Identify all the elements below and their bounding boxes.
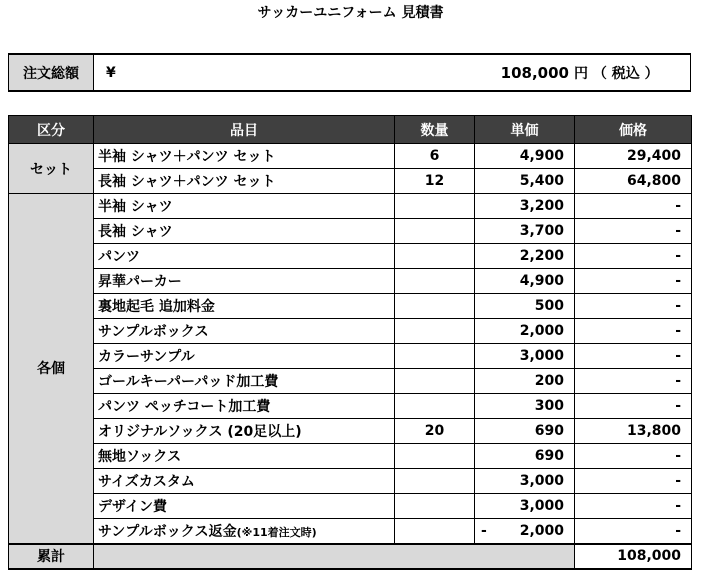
item-cell: カラーサンプル [94, 344, 395, 369]
item-cell: パンツ [94, 244, 395, 269]
price-cell: - [575, 494, 692, 519]
order-total-value: 108,000 [500, 63, 569, 82]
refund-unit-value: 2,000 [519, 522, 564, 539]
table-row [9, 219, 692, 244]
price-cell: - [575, 369, 692, 394]
sum-label: 累計 [9, 544, 94, 569]
table-row [9, 394, 692, 419]
item-cell: 昇華パーカー [94, 269, 395, 294]
price-cell: - [575, 444, 692, 469]
table-row [9, 519, 692, 544]
table-row [9, 369, 692, 394]
price-cell: - [575, 269, 692, 294]
item-cell: デザイン費 [94, 494, 395, 519]
table-row [9, 169, 692, 194]
unit-price-cell: 200 [475, 369, 575, 394]
header-quantity: 数量 [395, 116, 475, 144]
quantity-cell [395, 319, 475, 344]
table-row [9, 344, 692, 369]
unit-price-cell: 4,900 [475, 269, 575, 294]
quantity-cell [395, 369, 475, 394]
table-row [9, 469, 692, 494]
unit-price-cell: 3,200 [475, 194, 575, 219]
table-header-row [9, 116, 692, 144]
price-cell: - [575, 319, 692, 344]
price-cell: - [575, 294, 692, 319]
unit-price-cell: 3,000 [475, 494, 575, 519]
unit-price-cell: 3,000 [475, 469, 575, 494]
table-row [9, 419, 692, 444]
quantity-cell [395, 194, 475, 219]
quantity-cell [395, 269, 475, 294]
item-cell [94, 519, 395, 544]
unit-price-cell: 690 [475, 419, 575, 444]
item-cell: サイズカスタム [94, 469, 395, 494]
price-cell: - [575, 244, 692, 269]
quantity-cell: 12 [395, 169, 475, 194]
group-label-set: セット [9, 144, 94, 194]
order-total-unit: 円 （ 税込 ） [574, 65, 659, 82]
sum-row [9, 544, 692, 569]
item-cell: ゴールキーパーパッド加工費 [94, 369, 395, 394]
table-row [9, 444, 692, 469]
refund-item-label: サンプルボックス返金 [98, 523, 237, 540]
price-cell: - [575, 469, 692, 494]
currency-symbol: ¥ [106, 64, 116, 81]
quantity-cell [395, 469, 475, 494]
price-cell: - [575, 194, 692, 219]
item-cell: サンプルボックス [94, 319, 395, 344]
header-unit-price: 単価 [475, 116, 575, 144]
unit-price-cell: 2,200 [475, 244, 575, 269]
table-row [9, 494, 692, 519]
table-row [9, 269, 692, 294]
estimate-table [8, 115, 692, 570]
order-total-label: 注文総額 [9, 55, 94, 90]
table-row [9, 319, 692, 344]
item-cell: 長袖 シャツ＋パンツ セット [94, 169, 395, 194]
price-cell: - [575, 344, 692, 369]
unit-price-cell: 300 [475, 394, 575, 419]
unit-price-cell: 500 [475, 294, 575, 319]
price-cell: 29,400 [575, 144, 692, 169]
group-label-individual: 各個 [9, 194, 94, 544]
item-cell: パンツ ペッチコート加工費 [94, 394, 395, 419]
quantity-cell: 20 [395, 419, 475, 444]
unit-price-cell: 2,000 [475, 319, 575, 344]
price-cell: - [575, 394, 692, 419]
sum-spacer [94, 544, 575, 569]
quantity-cell [395, 294, 475, 319]
sum-value: 108,000 [575, 544, 692, 569]
table-row [9, 194, 692, 219]
price-cell: 64,800 [575, 169, 692, 194]
unit-price-cell: 3,000 [475, 344, 575, 369]
quantity-cell [395, 244, 475, 269]
price-cell: 13,800 [575, 419, 692, 444]
quantity-cell [395, 344, 475, 369]
unit-price-cell: 5,400 [475, 169, 575, 194]
header-item: 品目 [94, 116, 395, 144]
unit-price-cell [475, 519, 575, 544]
quantity-cell [395, 494, 475, 519]
quantity-cell [395, 444, 475, 469]
table-row [9, 294, 692, 319]
quantity-cell [395, 394, 475, 419]
quantity-cell [395, 219, 475, 244]
negative-sign: - [481, 523, 487, 539]
header-category: 区分 [9, 116, 94, 144]
item-cell: 半袖 シャツ [94, 194, 395, 219]
item-cell: 半袖 シャツ＋パンツ セット [94, 144, 395, 169]
item-cell: 無地ソックス [94, 444, 395, 469]
unit-price-cell: 4,900 [475, 144, 575, 169]
order-total-box [8, 53, 691, 92]
item-cell: 長袖 シャツ [94, 219, 395, 244]
refund-note: (※11着注文時) [236, 525, 317, 539]
quantity-cell: 6 [395, 144, 475, 169]
price-cell: - [575, 219, 692, 244]
table-row [9, 144, 692, 169]
unit-price-cell: 3,700 [475, 219, 575, 244]
item-cell: 裏地起毛 追加料金 [94, 294, 395, 319]
table-row [9, 244, 692, 269]
document-title: サッカーユニフォーム 見積書 [257, 5, 444, 21]
header-price: 価格 [575, 116, 692, 144]
item-cell: オリジナルソックス (20足以上) [94, 419, 395, 444]
price-cell: - [575, 519, 692, 544]
unit-price-cell: 690 [475, 444, 575, 469]
quantity-cell [395, 519, 475, 544]
